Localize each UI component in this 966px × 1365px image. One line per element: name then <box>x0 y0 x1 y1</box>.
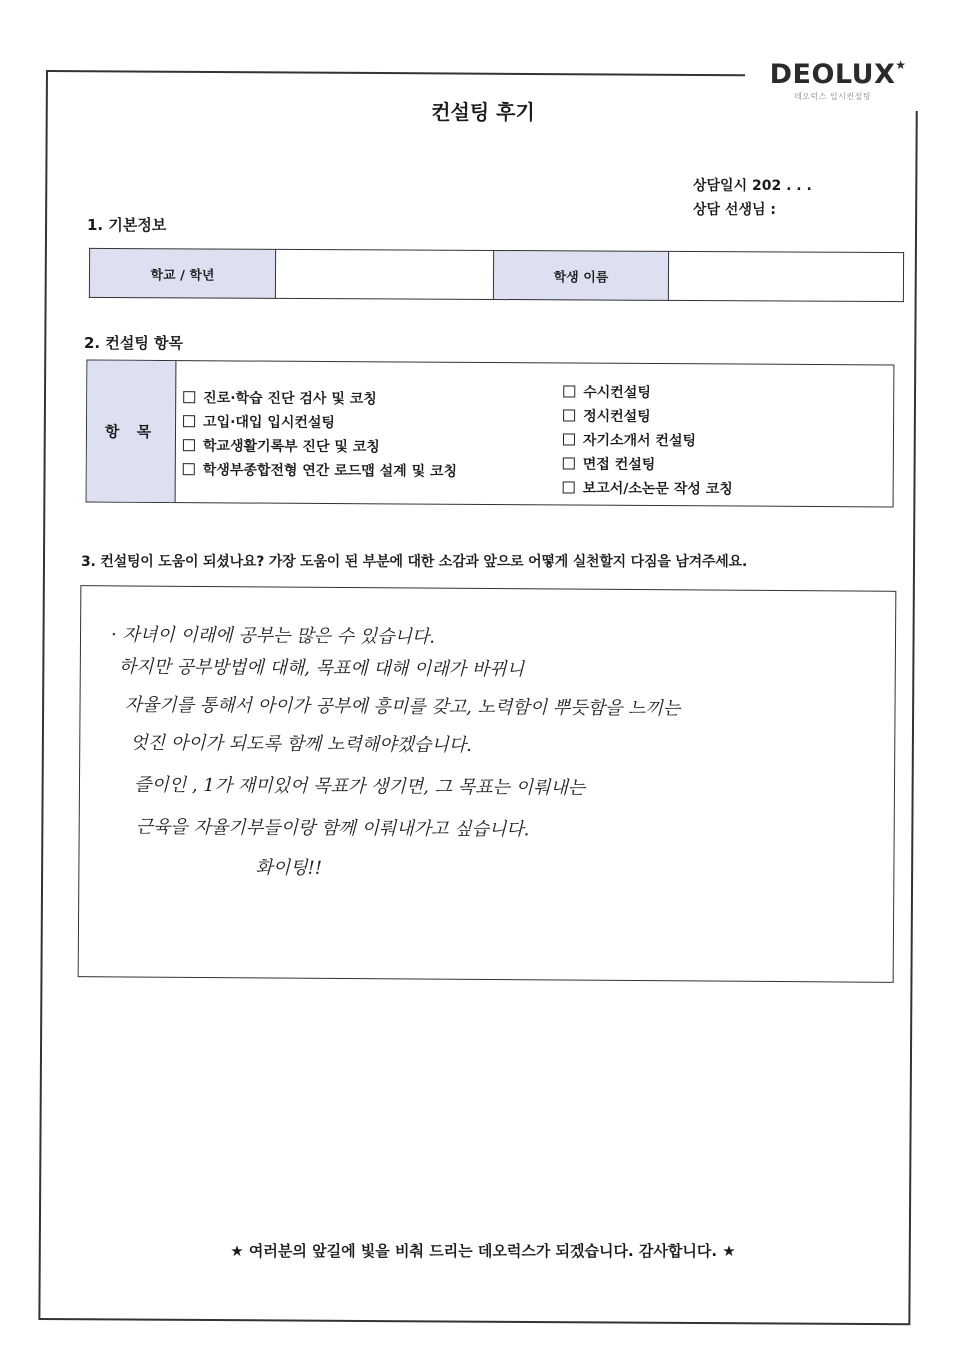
checkbox-icon[interactable] <box>183 391 195 403</box>
handwritten-line: 근육을 자율기부들이랑 함께 이뤄내가고 싶습니다. <box>135 816 530 841</box>
checkbox-icon[interactable] <box>563 457 575 469</box>
school-grade-field[interactable] <box>275 249 493 299</box>
option-label: 정시컨설팅 <box>583 408 651 425</box>
handwritten-line: 자율기를 통해서 아이가 공부에 흥미를 갖고, 노력함이 뿌듯함을 느끼는 <box>124 694 681 720</box>
option-label: 면접 컨설팅 <box>582 456 656 474</box>
checkbox-icon[interactable] <box>563 409 575 421</box>
items-header: 항 목 <box>87 361 177 503</box>
option-report[interactable] <box>563 477 733 498</box>
footer-message: ★ 여러분의 앞길에 빛을 비춰 드리는 데오럭스가 되겠습니다. 감사합니다. ★ <box>230 1242 736 1260</box>
option-label: 학교생활기록부 진단 및 코칭 <box>202 438 380 456</box>
option-career-diagnosis[interactable] <box>183 387 377 408</box>
logo-subtitle: 데오럭스 입시컨설팅 <box>793 92 872 101</box>
consulting-items-box <box>86 360 895 508</box>
section1-heading: 1. 기본정보 <box>87 216 167 234</box>
option-label: 수시컨설팅 <box>583 384 651 401</box>
option-self-intro[interactable] <box>563 429 696 450</box>
handwritten-line: 화이팅!! <box>255 857 323 879</box>
option-admission-consulting[interactable] <box>183 411 335 432</box>
handwritten-line: 즐이인 , 1가 재미있어 목표가 생기면, 그 목표는 이뤄내는 <box>133 774 586 799</box>
student-name-field[interactable] <box>668 251 903 301</box>
option-susi[interactable] <box>563 381 651 402</box>
option-label: 보고서/소논문 작성 코칭 <box>582 480 733 498</box>
page-title: 컨설팅 후기 <box>431 100 535 124</box>
section2-heading: 2. 컨설팅 항목 <box>84 334 184 352</box>
handwritten-line: · 자녀이 이래에 공부는 많은 수 있습니다. <box>110 624 436 648</box>
basic-info-table <box>89 248 904 302</box>
student-name-label: 학생 이름 <box>493 250 668 300</box>
checkbox-icon[interactable] <box>563 433 575 445</box>
checkbox-icon[interactable] <box>183 415 195 427</box>
handwritten-line: 엇진 아이가 되도록 함께 노력해야겠습니다. <box>130 732 472 756</box>
consultant-label: 상담 선생님 : <box>693 202 776 218</box>
option-label: 고입·대입 입시컨설팅 <box>203 414 336 432</box>
checkbox-icon[interactable] <box>563 481 575 493</box>
option-jeongsi[interactable] <box>563 405 651 426</box>
option-label: 자기소개서 컨설팅 <box>582 432 697 450</box>
review-answer-box[interactable] <box>78 585 897 983</box>
checkbox-icon[interactable] <box>183 463 195 475</box>
checkbox-icon[interactable] <box>183 439 195 451</box>
option-interview[interactable] <box>563 453 656 474</box>
option-label: 진로·학습 진단 검사 및 코칭 <box>203 390 377 408</box>
star-icon: ★ <box>895 58 906 72</box>
consult-date-label: 상담일시 202 . . . <box>693 178 812 194</box>
handwritten-line: 하지만 공부방법에 대해, 목표에 대해 이래가 바뀌니 <box>118 656 525 681</box>
checkbox-icon[interactable] <box>563 385 575 397</box>
logo-wordmark: DEOLUX <box>769 59 896 90</box>
school-grade-label: 학교 / 학년 <box>89 248 275 298</box>
section3-question: 3. 컨설팅이 도움이 되셨나요? 가장 도움이 된 부분에 대한 소감과 앞으로 어떻게 실천할지 다짐을 남겨주세요. <box>81 554 748 570</box>
option-label: 학생부종합전형 연간 로드맵 설계 및 코칭 <box>202 462 458 480</box>
option-school-record[interactable] <box>183 435 380 456</box>
option-roadmap[interactable] <box>183 459 457 481</box>
